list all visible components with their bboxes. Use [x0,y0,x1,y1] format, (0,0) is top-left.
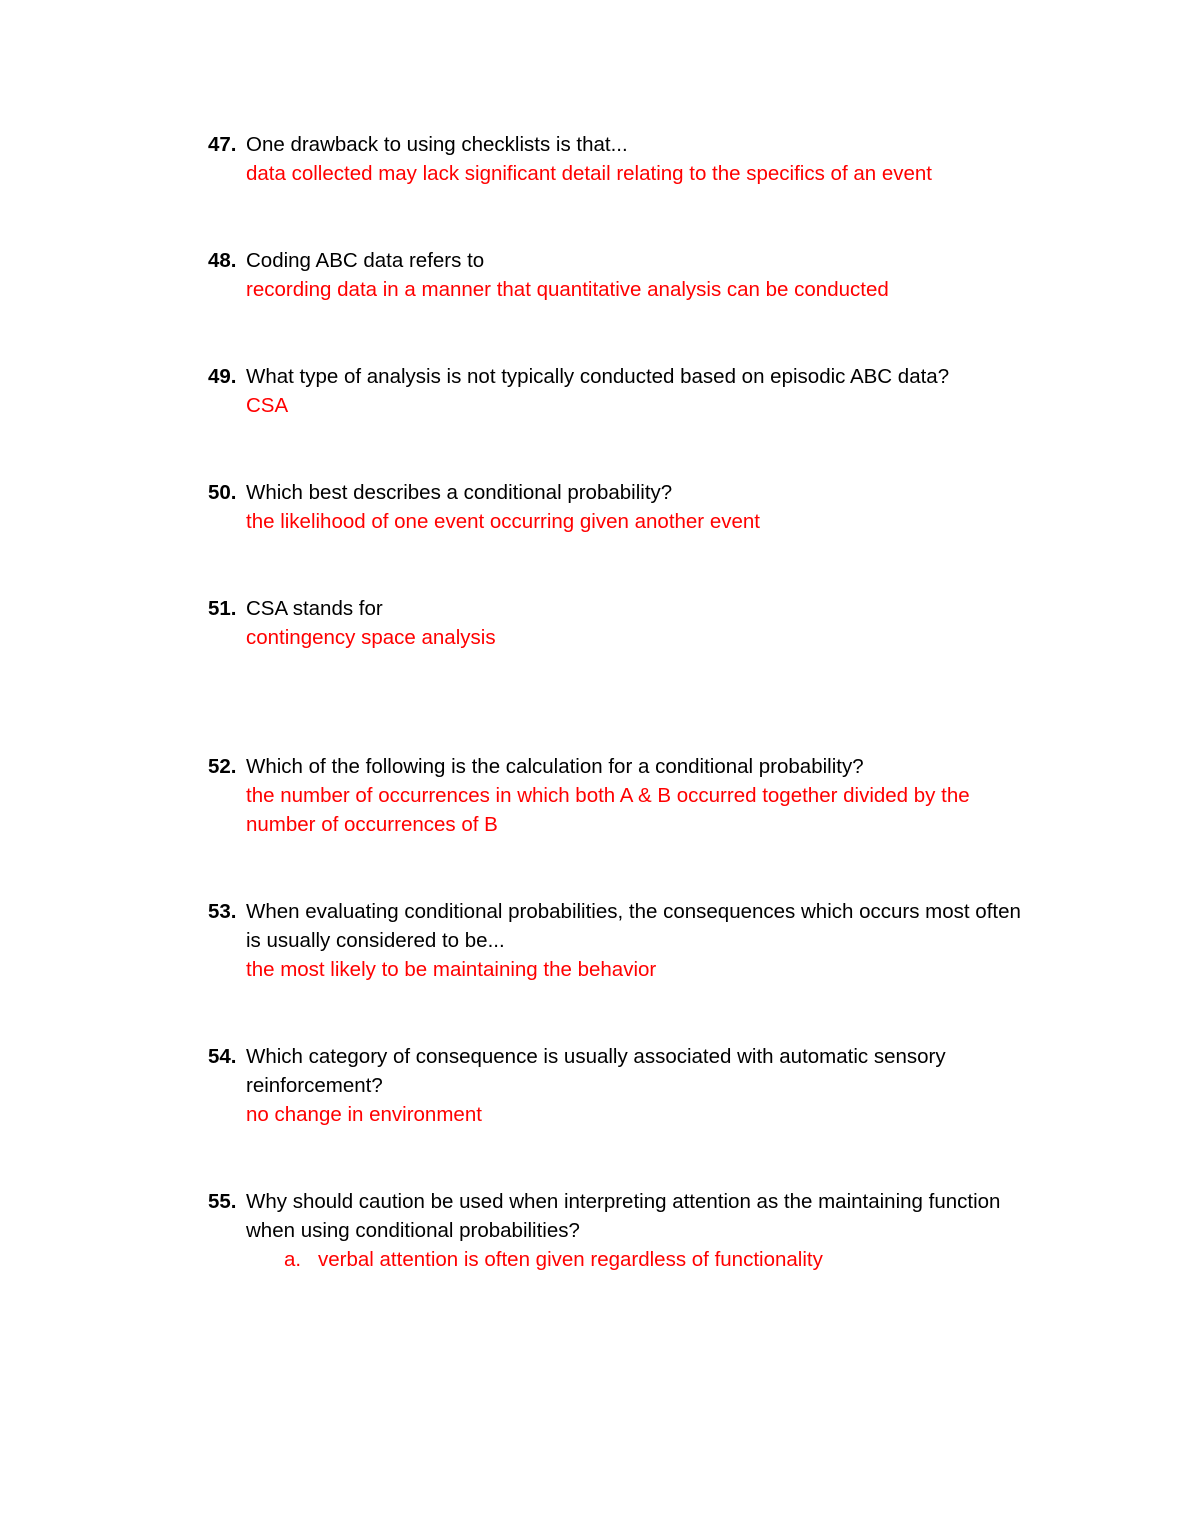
question-text: Which category of consequence is usually associated with automatic sensory reinforcement? [246,1045,946,1097]
question-number: 48. [208,249,237,272]
question-text: What type of analysis is not typically conducted based on episodic ABC data? [246,365,950,388]
list-item [208,1187,1040,1274]
list-item [208,362,1040,420]
list-item [208,1042,1040,1129]
list-item [208,246,1040,304]
question-number: 50. [208,481,237,504]
question-text: One drawback to using checklists is that... [246,133,628,156]
question-list [208,130,1040,1274]
question-text: Coding ABC data refers to [246,249,485,272]
question-body [246,752,1040,839]
sub-answer-label: a. [284,1248,302,1271]
question-answer: recording data in a manner that quantitative analysis can be conducted [246,278,889,301]
question-body [246,1187,1040,1274]
question-body [246,246,1040,304]
question-text: Why should caution be used when interpreting attention as the maintaining function when using conditional probabilities? [246,1190,1001,1242]
list-item [208,478,1040,536]
question-answer: the most likely to be maintaining the behavior [246,958,657,981]
question-text: Which of the following is the calculation for a conditional probability? [246,755,864,778]
list-item [284,1245,1040,1274]
question-number: 49. [208,365,237,388]
question-answer: data collected may lack significant detail relating to the specifics of an event [246,162,932,185]
question-body [246,1042,1040,1129]
question-number: 47. [208,133,237,156]
sub-answer-text: verbal attention is often given regardless of functionality [318,1248,823,1271]
question-body [246,897,1040,984]
list-item [208,752,1040,839]
list-item [208,897,1040,984]
list-item [208,594,1040,652]
question-text: CSA stands for [246,597,383,620]
question-number: 54. [208,1045,237,1068]
question-number: 55. [208,1190,237,1213]
sub-answer-list [246,1245,1040,1274]
question-body [246,362,1040,420]
question-number: 52. [208,755,237,778]
question-answer: CSA [246,394,289,417]
question-text: Which best describes a conditional probability? [246,481,673,504]
question-answer: no change in environment [246,1103,482,1126]
question-body [246,594,1040,652]
question-number: 53. [208,900,237,923]
question-answer: the number of occurrences in which both A & B occurred together divided by the number of occurrences of B [246,784,970,836]
question-text: When evaluating conditional probabilities, the consequences which occurs most often is usually considered to be... [246,900,1021,952]
question-body [246,478,1040,536]
question-answer: contingency space analysis [246,626,496,649]
question-body [246,130,1040,188]
question-answer: the likelihood of one event occurring given another event [246,510,760,533]
list-item [208,130,1040,188]
question-number: 51. [208,597,237,620]
